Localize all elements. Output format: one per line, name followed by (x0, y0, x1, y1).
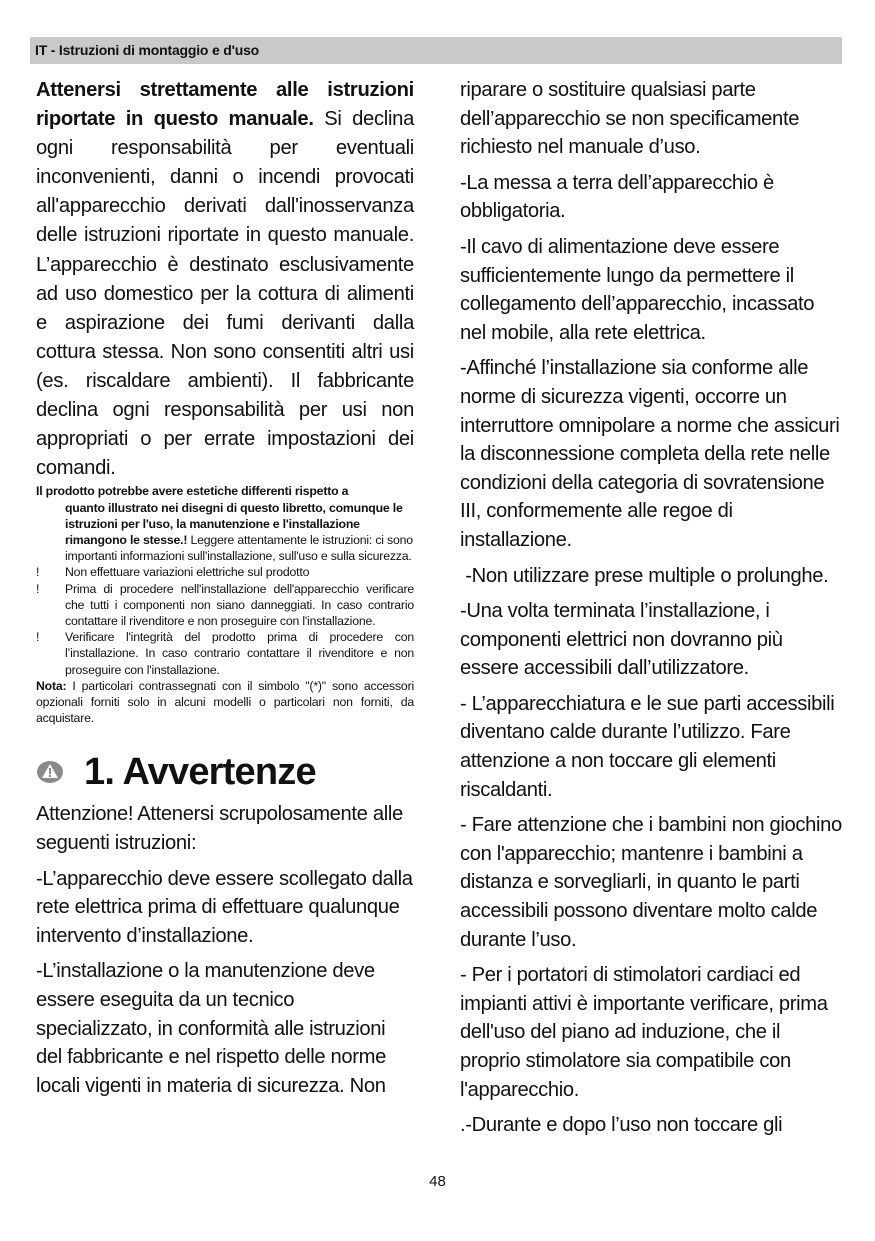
notice-line1: Il prodotto potrebbe avere estetiche differenti rispetto a (36, 484, 349, 499)
bullet-mark: ! (36, 565, 40, 580)
right-paragraph: - L’apparecchiatura e le sue parti accessibili diventano calde durante l’utilizzo. Fare attenzione a non toccare gli elementi riscaldanti. (460, 692, 835, 801)
right-paragraph: -Affinché l’installazione sia conforme alle norme di sicurezza vigenti, occorre un interruttore omnipolare a norme che assicuri la disconnessione completa della rete nelle condizioni della categoria di sovratensione III, conformemente alle regoe di installazione. (460, 357, 840, 551)
right-paragraph: - Per i portatori di stimolatori cardiaci ed impianti attivi è importante verificare, prima dell'uso del piano ad induzione, che il proprio stimolatore sia compatibile con l'apparecchio. (460, 964, 828, 1101)
left-column (36, 76, 414, 1107)
section-heading (36, 744, 414, 800)
bullet-text: Verificare l'integrità del prodotto prima di procedere con l’installazione. In caso contrario contattare il rivenditore e non proseguire con l'installazione. (65, 630, 414, 677)
right-paragraph: -La messa a terra dell’apparecchio è obbligatoria. (460, 171, 774, 223)
right-paragraph: .-Durante e dopo l’uso non toccare gli (460, 1114, 783, 1137)
left-paragraph: Attenzione! Attenersi scrupolosamente alle seguenti istruzioni: (36, 803, 403, 854)
right-paragraph: - Fare attenzione che i bambini non giochino con l'apparecchio; mantenre i bambini a distanza e sorvegliarli, in quanto le parti accessibili possono diventare molto calde durante l’uso. (460, 814, 842, 951)
left-paragraph: -L’installazione o la manutenzione deve essere eseguita da un tecnico specializzato, in conformità alle istruzioni del fabbricante e nel rispetto delle norme locali vigenti in materia di sicurezza. Non (36, 960, 387, 1097)
section-title: 1. Avvertenze (84, 750, 316, 793)
header-bar (30, 37, 842, 64)
intro-paragraph (36, 76, 414, 483)
nota-paragraph (36, 678, 414, 727)
right-paragraph: -Il cavo di alimentazione deve essere sufficientemente lungo da permettere il collegamento dell’apparecchio, incassato nel mobile, alla rete elettrica. (460, 235, 815, 344)
notice-bold: quanto illustrato nei disegni di questo libretto, comunque le istruzioni per l'uso, la manutenzione e l'installazione rimangono le stesse.! (65, 500, 403, 547)
bullet-item (36, 629, 414, 678)
right-paragraph: riparare o sostituire qualsiasi parte dell’apparecchio se non specificamente richiesto nel manuale d’uso. (460, 79, 800, 159)
bullet-item (36, 581, 414, 630)
right-paragraph: -Non utilizzare prese multiple o prolunghe. (460, 564, 829, 587)
right-paragraph: -Una volta terminata l’installazione, i componenti elettrici non dovranno più essere accessibili dall’utilizzatore. (460, 600, 783, 680)
notice-normal: Leggere attentamente le istruzioni: ci sono importanti informazioni sull'installazione, sull'uso e sulla sicurezza. (65, 532, 413, 564)
bullet-mark: ! (36, 581, 40, 596)
notice-rest (36, 500, 414, 565)
intro-text: Si declina ogni responsabilità per eventuali inconvenienti, danni o incendi provocati all'apparecchio derivati dall'inosservanza delle istruzioni riportate in questo manuale. L’apparecchio è destinato esclusivamente ad uso domestico per la cottura di alimenti e aspirazione dei fumi derivanti dalla cottura stessa. Non sono consentiti altri usi (es. riscaldare ambienti). Il fabbricante declina ogni responsabilità per usi non appropriati o per errate impostazioni dei comandi. (36, 108, 414, 480)
right-column (460, 76, 842, 1147)
page-number: 48 (429, 1173, 446, 1190)
bullet-text: Prima di procedere nell'installazione dell'apparecchio verificare che tutti i componenti non siano danneggiati. In caso contrario contattare il rivenditore e non proseguire con l'installazione. (65, 581, 414, 628)
bullet-mark: ! (36, 630, 40, 645)
warning-icon (36, 758, 64, 786)
left-paragraph: -L’apparecchio deve essere scollegato dalla rete elettrica prima di effettuare qualunque intervento d’installazione. (36, 867, 413, 947)
header-title: IT - Istruzioni di montaggio e d'uso (35, 42, 260, 58)
intro-bold: Attenersi strettamente alle istruzioni riportate in questo manuale. (36, 79, 414, 131)
bullet-item (36, 564, 414, 580)
nota-text: I particolari contrassegnati con il simbolo "(*)" sono accessori opzionali forniti solo in alcuni modelli o particolari non forniti, da acquistare. (36, 678, 414, 726)
bullet-text: Non effettuare variazioni elettriche sul prodotto (65, 565, 310, 580)
nota-label: Nota: (36, 678, 67, 693)
